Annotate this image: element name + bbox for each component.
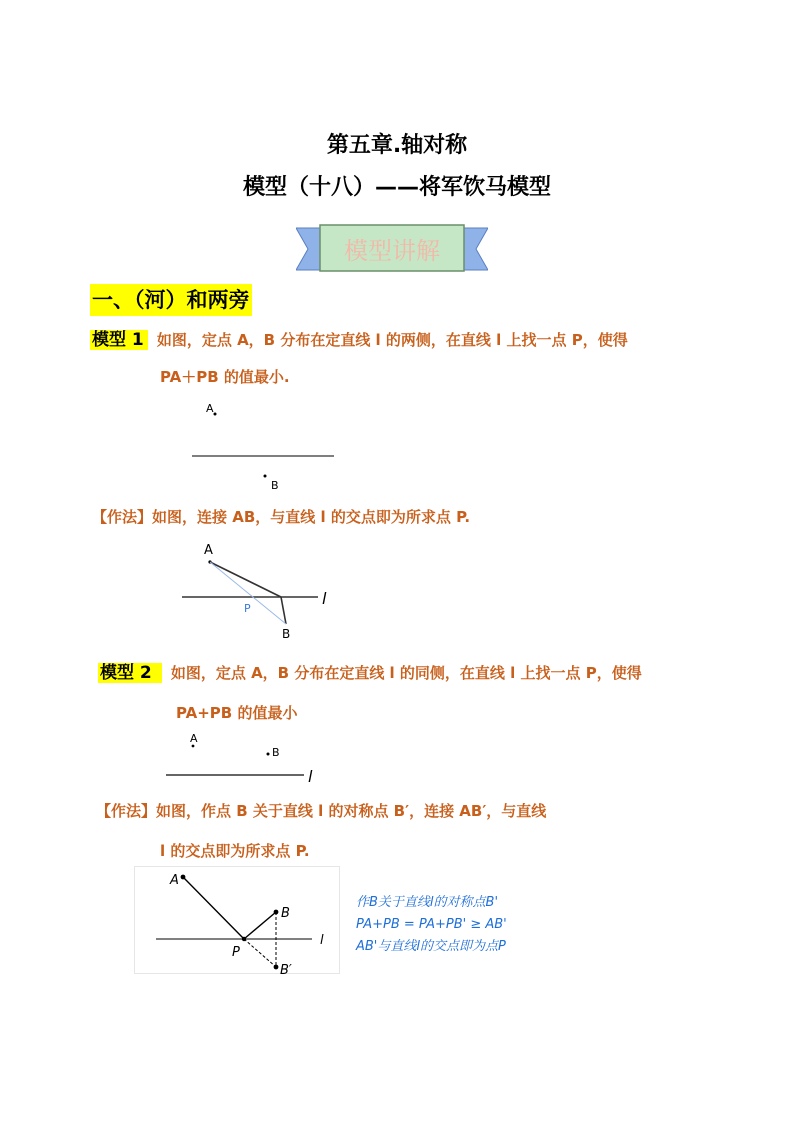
fig4-label-a: A	[170, 873, 179, 888]
fig1-label-b: B	[271, 479, 279, 492]
fig2-label-l: l	[322, 589, 327, 608]
fig2-label-p: P	[244, 602, 251, 615]
fig4-point-p	[242, 937, 246, 941]
fig2-label-b: B	[282, 627, 291, 641]
fig4-point-b	[274, 910, 279, 915]
figure-1	[188, 396, 348, 496]
model1-tag: 模型 1	[90, 330, 148, 350]
fig3-point-a	[192, 745, 195, 748]
fig2-label-a: A	[204, 543, 213, 558]
fig4-point-b-prime	[274, 965, 279, 970]
chapter-title: 第五章.轴对称	[326, 133, 468, 158]
fig4-label-b-prime: B′	[280, 963, 292, 974]
note-line-2: PA+PB = PA+PB' ≥ AB'	[356, 917, 507, 932]
model2-text-line1: 如图，定点 A，B 分布在定直线 l 的同侧，在直线 l 上找一点 P，使得	[170, 664, 642, 682]
handwritten-note	[356, 892, 546, 958]
fig1-point-b	[264, 475, 267, 478]
model1-text-line2: PA＋PB 的值最小.	[160, 368, 290, 386]
method2-line2: l 的交点即为所求点 P.	[160, 842, 310, 860]
fig4-label-b: B	[281, 906, 290, 921]
figure-4	[134, 866, 340, 974]
fig3-label-a: A	[190, 732, 198, 745]
note-line-3: AB'与直线l的交点即为点P	[356, 939, 506, 954]
method2-line1: 【作法】如图，作点 B 关于直线 l 的对称点 B′，连接 AB′，与直线	[96, 802, 547, 820]
fig4-label-p: P	[232, 945, 240, 960]
model-title: 模型（十八）——将军饮马模型	[242, 175, 551, 200]
model1-text-line1: 如图，定点 A，B 分布在定直线 l 的两侧，在直线 l 上找一点 P，使得	[156, 331, 628, 349]
fig4-label-l: l	[320, 933, 324, 948]
fig2-segment-a-bend	[210, 562, 281, 597]
fig3-label-l: l	[308, 767, 313, 786]
banner-label: 模型讲解	[344, 237, 440, 265]
model2-text-line2: PA+PB 的值最小	[176, 704, 298, 722]
model1-row	[90, 326, 628, 354]
model2-row	[98, 659, 642, 687]
model2-tag: 模型 2	[98, 663, 162, 683]
fig3-point-b	[267, 753, 270, 756]
section-heading: 一、（河）和两旁	[90, 284, 252, 316]
figure-2	[176, 540, 336, 644]
fig1-label-a: A	[206, 402, 214, 415]
method1-text: 【作法】如图，连接 AB，与直线 l 的交点即为所求点 P.	[92, 508, 471, 526]
note-line-1: 作B关于直线l的对称点B'	[356, 895, 499, 910]
fig3-label-b: B	[272, 746, 280, 759]
fig1-point-a	[214, 413, 217, 416]
figure-3	[160, 724, 340, 786]
